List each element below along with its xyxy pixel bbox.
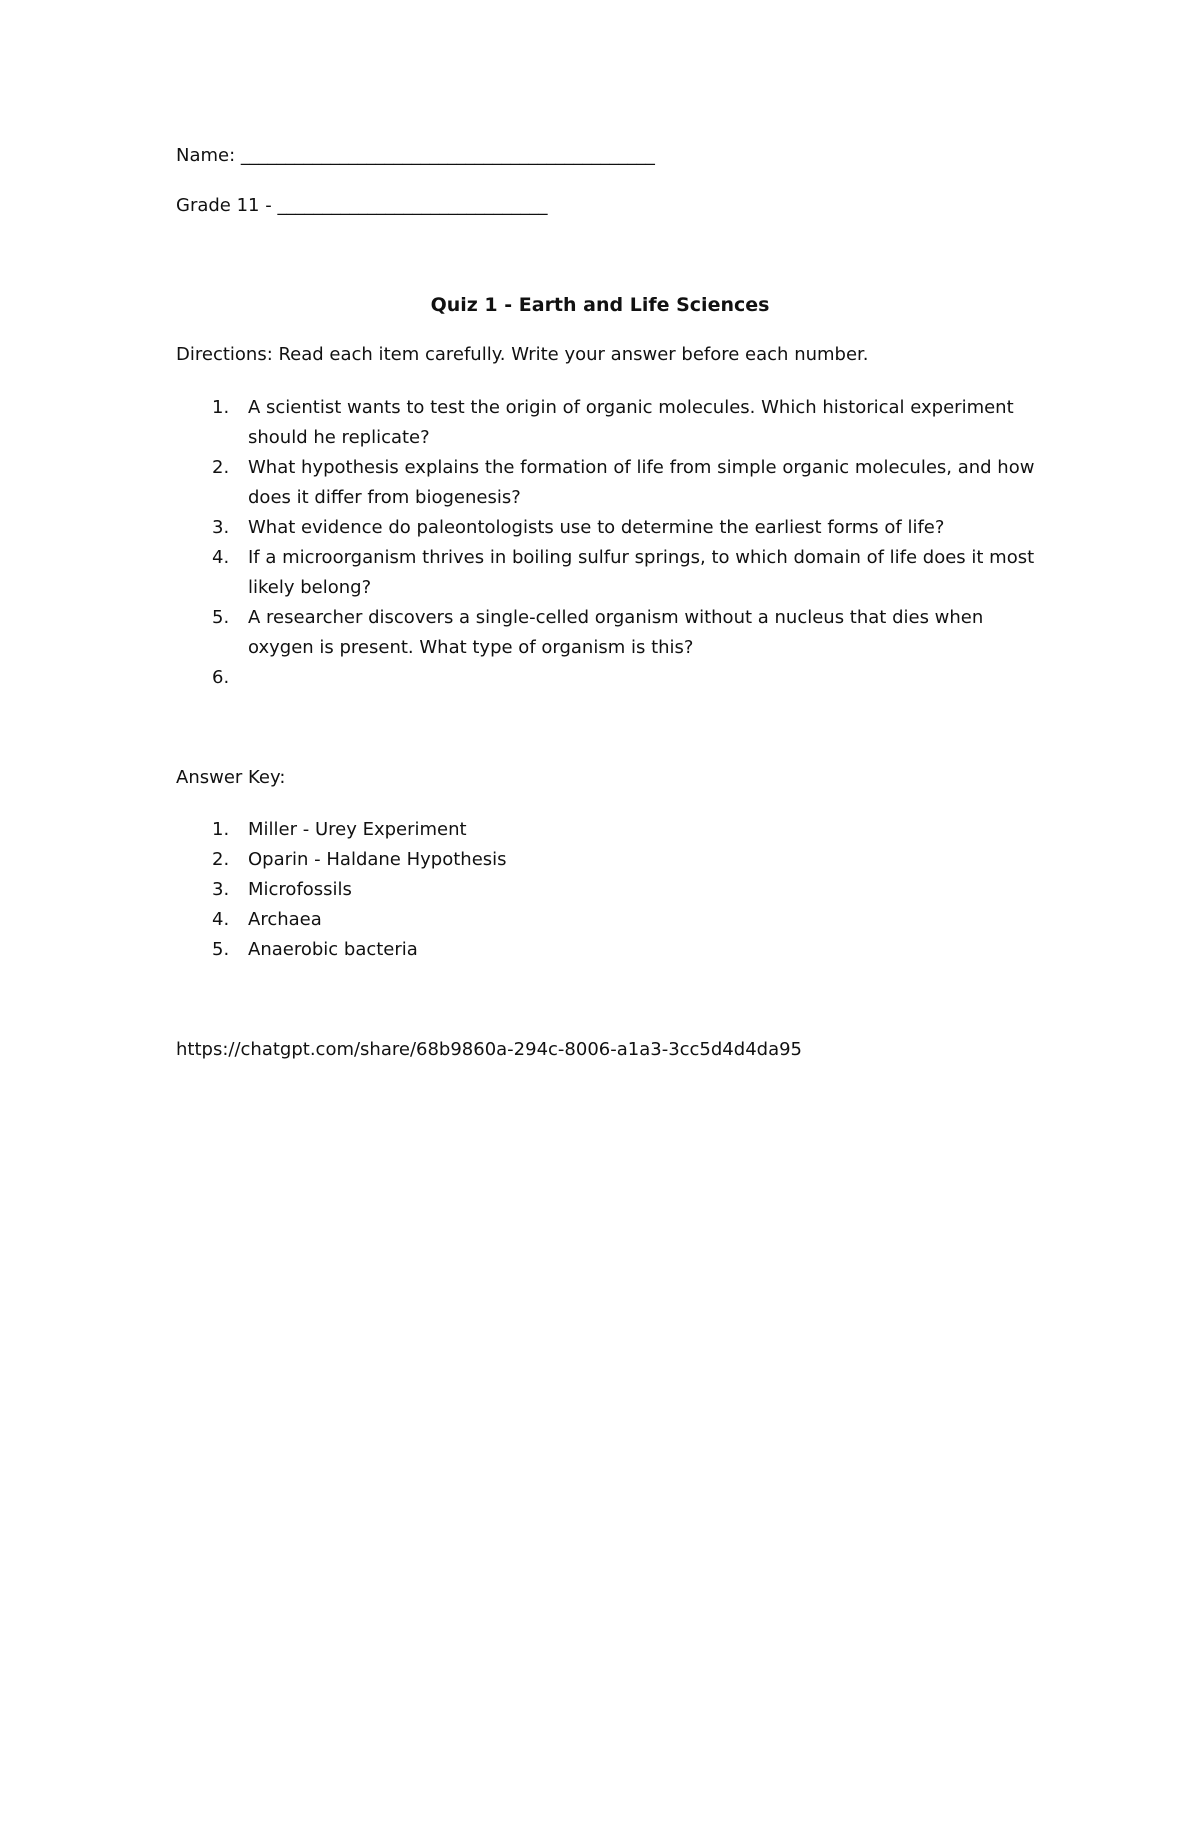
answer-item xyxy=(176,905,1036,935)
answer-number: 3. xyxy=(212,879,230,900)
question-text: If a microorganism thrives in boiling sulfur springs, to which domain of life does it most likely belong? xyxy=(248,547,1035,598)
question-item xyxy=(176,453,1036,513)
question-item xyxy=(176,543,1036,603)
question-number: 3. xyxy=(212,517,230,538)
answer-item xyxy=(176,875,1036,905)
answer-item xyxy=(176,935,1036,965)
answer-text: Microfossils xyxy=(248,879,352,900)
answer-text: Archaea xyxy=(248,909,322,930)
question-number: 2. xyxy=(212,457,230,478)
answer-number: 1. xyxy=(212,819,230,840)
question-number: 5. xyxy=(212,607,230,628)
answer-item xyxy=(176,845,1036,875)
question-item xyxy=(176,663,1036,693)
question-item xyxy=(176,393,1036,453)
answer-item xyxy=(176,815,1036,845)
question-text: What hypothesis explains the formation of life from simple organic molecules, and how does it differ from biogenesis? xyxy=(248,457,1035,508)
question-item xyxy=(176,603,1036,663)
answer-list xyxy=(176,815,1036,965)
grade-field-line: Grade 11 - ______________________________ xyxy=(176,195,548,216)
question-text: A researcher discovers a single-celled organism without a nucleus that dies when oxygen is present. What type of organism is this? xyxy=(248,607,984,658)
question-list xyxy=(176,393,1036,693)
question-number: 1. xyxy=(212,397,230,418)
question-text: What evidence do paleontologists use to determine the earliest forms of life? xyxy=(248,517,945,538)
answer-text: Miller - Urey Experiment xyxy=(248,819,467,840)
answer-number: 2. xyxy=(212,849,230,870)
question-text xyxy=(248,667,254,688)
share-link[interactable]: https://chatgpt.com/share/68b9860a-294c-8006-a1a3-3cc5d4d4da95 xyxy=(176,1039,803,1060)
question-number: 6. xyxy=(212,667,230,688)
directions: Directions: Read each item carefully. Write your answer before each number. xyxy=(176,344,869,365)
name-field-line: Name: ______________________________________________ xyxy=(176,145,655,166)
question-text: A scientist wants to test the origin of organic molecules. Which historical experiment should he replicate? xyxy=(248,397,1014,448)
question-item xyxy=(176,513,1036,543)
question-number: 4. xyxy=(212,547,230,568)
quiz-title: Quiz 1 - Earth and Life Sciences xyxy=(430,294,770,316)
answer-key-label: Answer Key: xyxy=(176,767,286,788)
answer-number: 5. xyxy=(212,939,230,960)
answer-text: Anaerobic bacteria xyxy=(248,939,418,960)
answer-text: Oparin - Haldane Hypothesis xyxy=(248,849,507,870)
answer-number: 4. xyxy=(212,909,230,930)
